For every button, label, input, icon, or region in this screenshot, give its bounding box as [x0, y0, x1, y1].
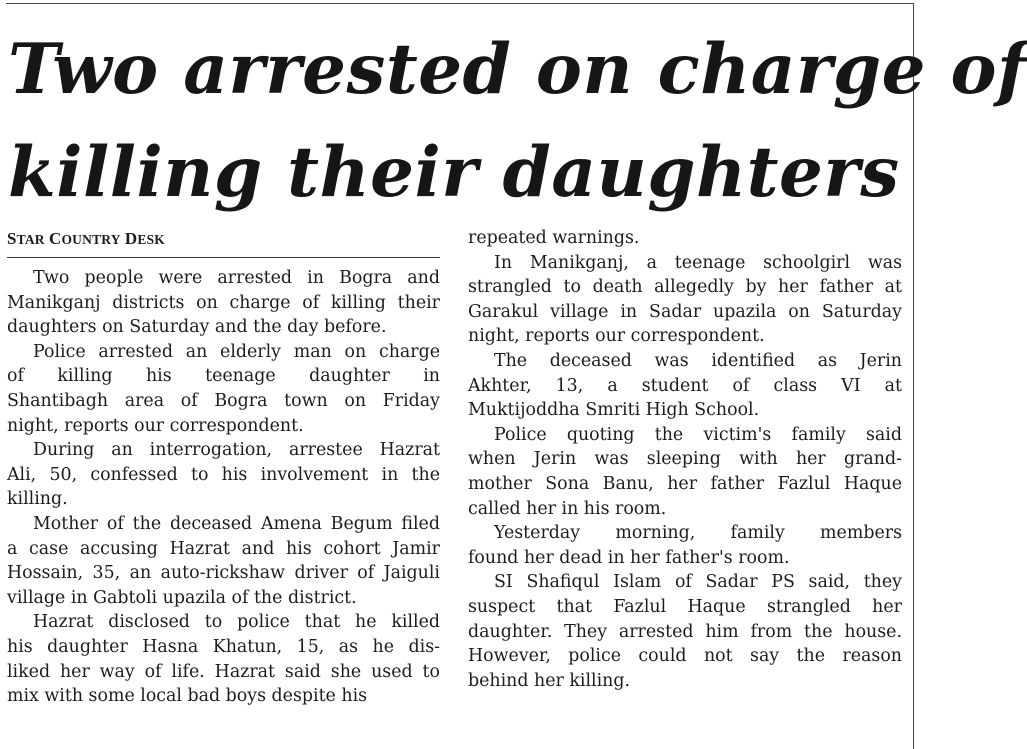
paragraph-line: Garakul village in Sadar upazila on Saturday — [468, 301, 902, 322]
paragraph-line: Two people were arrested in Bogra and — [33, 268, 440, 288]
paragraph-line: behind her killing. — [468, 670, 631, 691]
paragraph-line: Hossain, 35, an auto-rickshaw driver of Jaiguli — [7, 563, 440, 584]
paragraph-line: killing. — [7, 489, 68, 510]
paragraph-line: Muktijoddha Smriti High School. — [468, 400, 760, 421]
paragraph-line: Ali, 50, confessed to his involvement in the — [7, 464, 440, 485]
article-paragraph — [468, 226, 902, 251]
byline-text: STAR COUNTRY DESK — [7, 229, 165, 248]
paragraph-line: of killing his teenage daughter in — [7, 366, 440, 387]
headline-line: killing their daughters — [8, 132, 900, 213]
headline — [8, 18, 1027, 224]
paragraph-line: In Manikganj, a teenage schoolgirl was — [494, 252, 902, 273]
byline — [7, 228, 440, 258]
paragraph-line: night, reports our correspondent. — [468, 326, 765, 347]
paragraph-line: Manikganj districts on charge of killing their — [7, 292, 440, 313]
paragraph-line: suspect that Fazlul Haque strangled her — [468, 596, 902, 617]
article-paragraph — [7, 266, 440, 340]
article-paragraph — [7, 340, 440, 438]
paragraph-line: mother Sona Banu, her father Fazlul Haque — [468, 473, 902, 494]
paragraph-line: Shantibagh area of Bogra town on Friday — [7, 390, 440, 411]
article-paragraph — [7, 438, 440, 512]
article-paragraph — [468, 521, 902, 570]
paragraph-line: The deceased was identified as Jerin — [494, 350, 902, 371]
article-paragraph — [468, 251, 902, 349]
paragraph-line: village in Gabtoli upazila of the district. — [7, 587, 357, 608]
paragraph-line: Hazrat disclosed to police that he killed — [33, 612, 440, 633]
paragraph-line: However, police could not say the reason — [468, 646, 902, 667]
paragraph-line: daughter. They arrested him from the house. — [468, 621, 902, 642]
article-paragraph — [468, 570, 902, 693]
paragraph-line: a case accusing Hazrat and his cohort Jamir — [7, 538, 440, 559]
paragraph-line: Mother of the deceased Amena Begum filed — [33, 513, 440, 534]
paragraph-line: Akhter, 13, a student of class VI at — [468, 375, 902, 396]
paragraph-line: liked her way of life. Hazrat said she used to — [7, 661, 440, 682]
paragraph-line: daughters on Saturday and the day before. — [7, 317, 387, 338]
paragraph-line: SI Shafiqul Islam of Sadar PS said, they — [494, 572, 902, 593]
paragraph-line: During an interrogation, arrestee Hazrat — [33, 440, 440, 461]
paragraph-line: strangled to death allegedly by her father at — [468, 277, 902, 298]
right-paragraphs — [468, 226, 902, 693]
right-border-rule — [913, 3, 914, 749]
top-border-rule — [6, 3, 914, 4]
paragraph-line: his daughter Hasna Khatun, 15, as he dis- — [7, 636, 440, 657]
paragraph-line: repeated warnings. — [468, 228, 640, 248]
article-paragraph — [7, 512, 440, 610]
article-paragraph — [468, 349, 902, 423]
paragraph-line: mix with some local bad boys despite his — [7, 686, 368, 707]
paragraph-line: Police quoting the victim's family said — [494, 424, 902, 445]
article-paragraph — [7, 610, 440, 708]
paragraph-line: Police arrested an elderly man on charge — [33, 341, 440, 362]
paragraph-line: found her dead in her father's room. — [468, 547, 790, 568]
left-paragraphs — [7, 266, 440, 709]
headline-line: Two arrested on charge of — [8, 29, 1027, 110]
paragraph-line: called her in his room. — [468, 498, 667, 519]
article-paragraph — [468, 423, 902, 521]
left-column — [7, 226, 440, 709]
right-column — [468, 226, 902, 693]
paragraph-line: Yesterday morning, family members — [494, 523, 902, 544]
paragraph-line: when Jerin was sleeping with her grand- — [468, 449, 902, 470]
paragraph-line: night, reports our correspondent. — [7, 415, 304, 436]
